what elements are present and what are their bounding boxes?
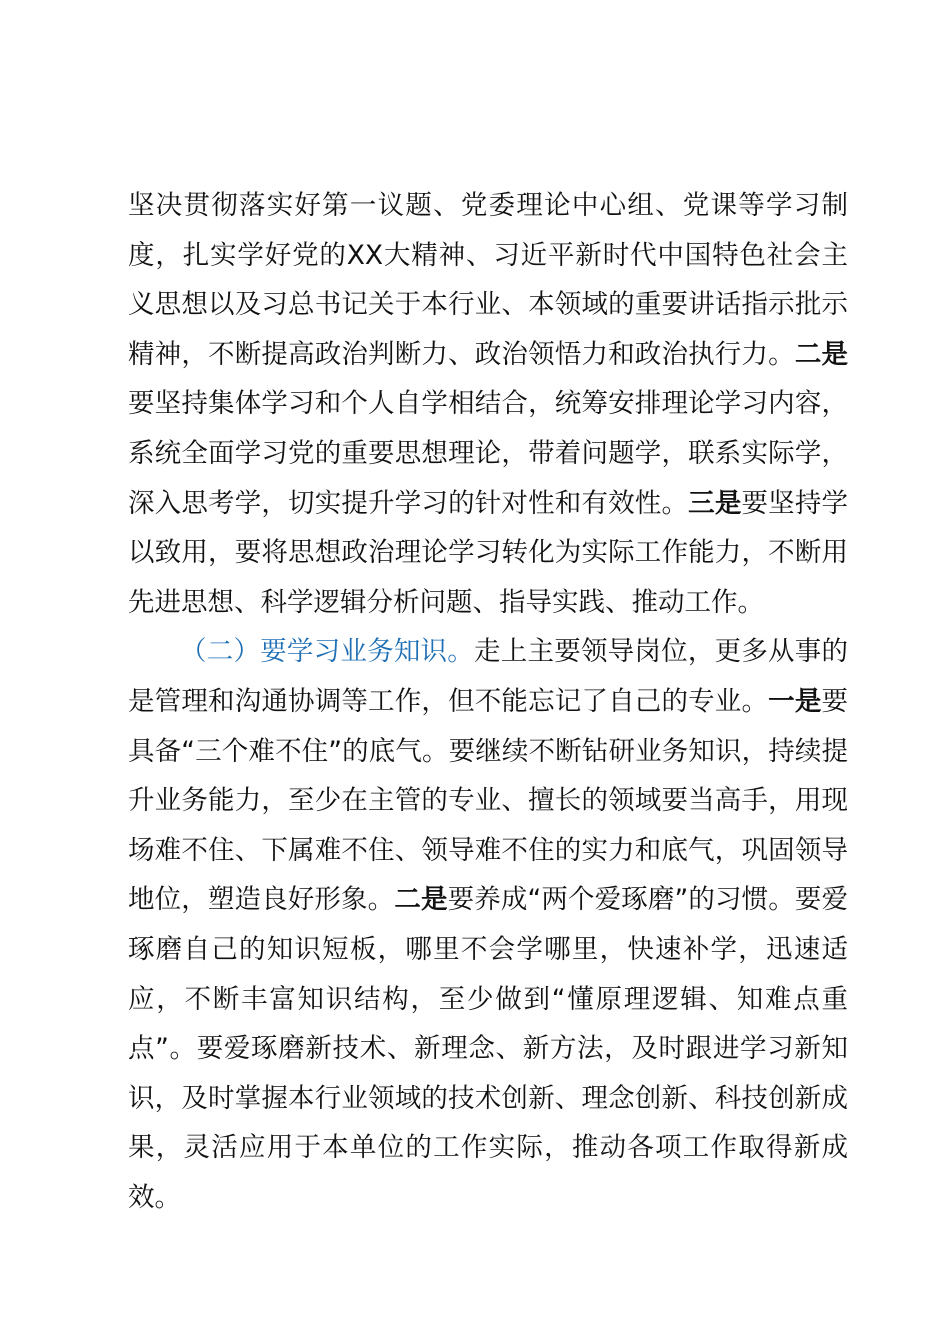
paragraph-text: 要养成“两个爱琢磨”的习惯。要爱琢磨自己的知识短板，哪里不会学哪里，快速补学，迅速适应，不断丰富知识结构，至少做到“懂原理逻辑、知难点重点”。要爱琢磨新技术、新理念、新方法，及时跟进学习新知识，及时掌握本行业领域的技术创新、理念创新、科技创新成果，灵活应用于本单位的工作实际，推动各项工作取得新成效。 [128, 884, 848, 1213]
paragraph-text: 要具备“三个难不住”的底气。要继续不断钻研业务知识，持续提升业务能力，至少在主管的专业、擅长的领域要当高手，用现场难不住、下属难不住、领导难不住的实力和底气，巩固领导地位，塑造良好形象。 [128, 685, 849, 916]
document-body [128, 181, 848, 1222]
bold-marker-first: 一是 [768, 685, 822, 717]
paragraph-study-theory-continued [128, 181, 848, 627]
bold-marker-third: 三是 [688, 487, 742, 519]
bold-marker-second: 二是 [794, 338, 849, 370]
section-heading: （二）要学习业务知识。 [180, 636, 475, 668]
paragraph-text: 走上主要领导岗位，更多从事的是管理和沟通协调等工作，但不能忘记了自己的专业。 [128, 636, 849, 717]
paragraph-text: 要坚持集体学习和个人自学相结合，统筹安排理论学习内容，系统全面学习党的重要思想理论，带着问题学，联系实际学，深入思考学，切实提升学习的针对性和有效性。 [128, 388, 848, 519]
paragraph-text: 要坚持学以致用，要将思想政治理论学习转化为实际工作能力，不断用先进思想、科学逻辑分析问题、指导实践、推动工作。 [128, 487, 849, 618]
paragraph-text: 坚决贯彻落实好第一议题、党委理论中心组、党课等学习制度，扎实学好党的XX大精神、习近平新时代中国特色社会主义思想以及习总书记关于本行业、本领域的重要讲话指示批示精神，不断提高政治判断力、政治领悟力和政治执行力。 [128, 190, 848, 370]
paragraph-business-knowledge [128, 627, 848, 1222]
bold-marker-second: 二是 [394, 884, 448, 916]
